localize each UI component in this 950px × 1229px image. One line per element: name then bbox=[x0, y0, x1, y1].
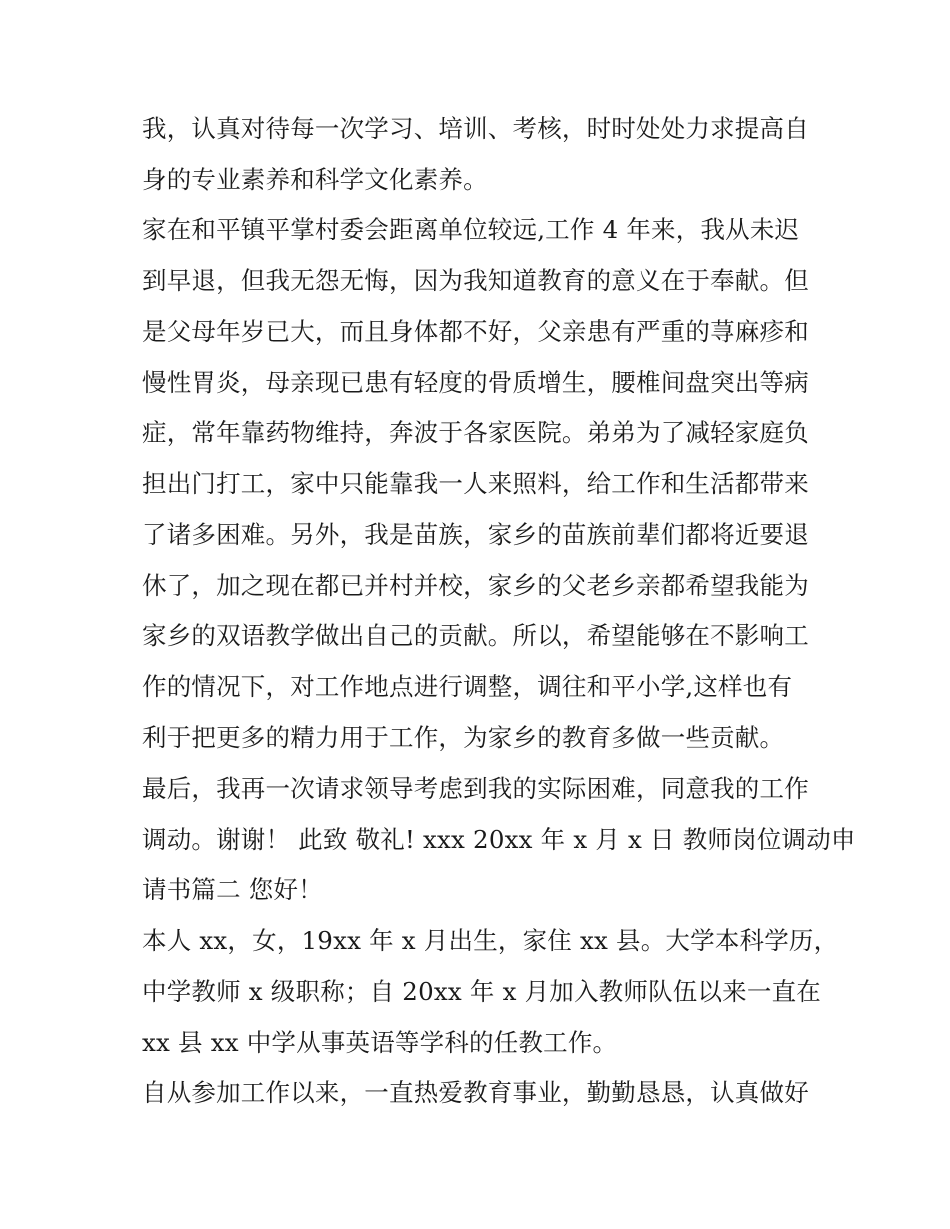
text-line: 作的情况下，对工作地点进行调整，调往和平小学,这样也有 bbox=[142, 672, 793, 701]
text-line: xx 县 xx 中学从事英语等学科的任教工作。 bbox=[142, 1028, 618, 1057]
text-line: 慢性胃炎，母亲现已患有轻度的骨质增生，腰椎间盘突出等病 bbox=[142, 368, 809, 397]
text-line: 我，认真对待每一次学习、培训、考核，时时处处力求提高自 bbox=[142, 114, 809, 143]
text-line: 家在和平镇平掌村委会距离单位较远,工作 4 年来，我从未迟 bbox=[142, 215, 800, 244]
text-line: 症，常年靠药物维持，奔波于各家医院。弟弟为了减轻家庭负 bbox=[142, 418, 809, 447]
text-line: 最后，我再一次请求领导考虑到我的实际困难，同意我的工作 bbox=[142, 774, 809, 803]
text-line: 利于把更多的精力用于工作，为家乡的教育多做一些贡献。 bbox=[142, 723, 785, 752]
text-line: 自从参加工作以来，一直热爱教育事业，勤勤恳恳，认真做好 bbox=[142, 1078, 809, 1107]
text-line: 到早退，但我无怨无悔，因为我知道教育的意义在于奉献。但 bbox=[142, 266, 809, 295]
text-line: 本人 xx，女，19xx 年 x 月出生，家住 xx 县。大学本科学历， bbox=[142, 926, 839, 955]
text-line: 了诸多困难。另外，我是苗族，家乡的苗族前辈们都将近要退 bbox=[142, 520, 809, 549]
text-line: 请书篇二 您好！ bbox=[142, 875, 323, 904]
text-line: 中学教师 x 级职称；自 20xx 年 x 月加入教师队伍以来一直在 bbox=[142, 977, 821, 1006]
text-line: 调动。谢谢！ 此致 敬礼! xxx 20xx 年 x 月 x 日 教师岗位调动申 bbox=[142, 825, 856, 854]
text-line: 担出门打工，家中只能靠我一人来照料，给工作和生活都带来 bbox=[142, 469, 809, 498]
text-line: 身的专业素养和科学文化素养。 bbox=[142, 165, 488, 194]
text-line: 休了，加之现在都已并村并校，家乡的父老乡亲都希望我能为 bbox=[142, 571, 809, 600]
text-line: 是父母年岁已大，而且身体都不好，父亲患有严重的荨麻疹和 bbox=[142, 317, 809, 346]
text-line: 家乡的双语教学做出自己的贡献。所以，希望能够在不影响工 bbox=[142, 621, 809, 650]
